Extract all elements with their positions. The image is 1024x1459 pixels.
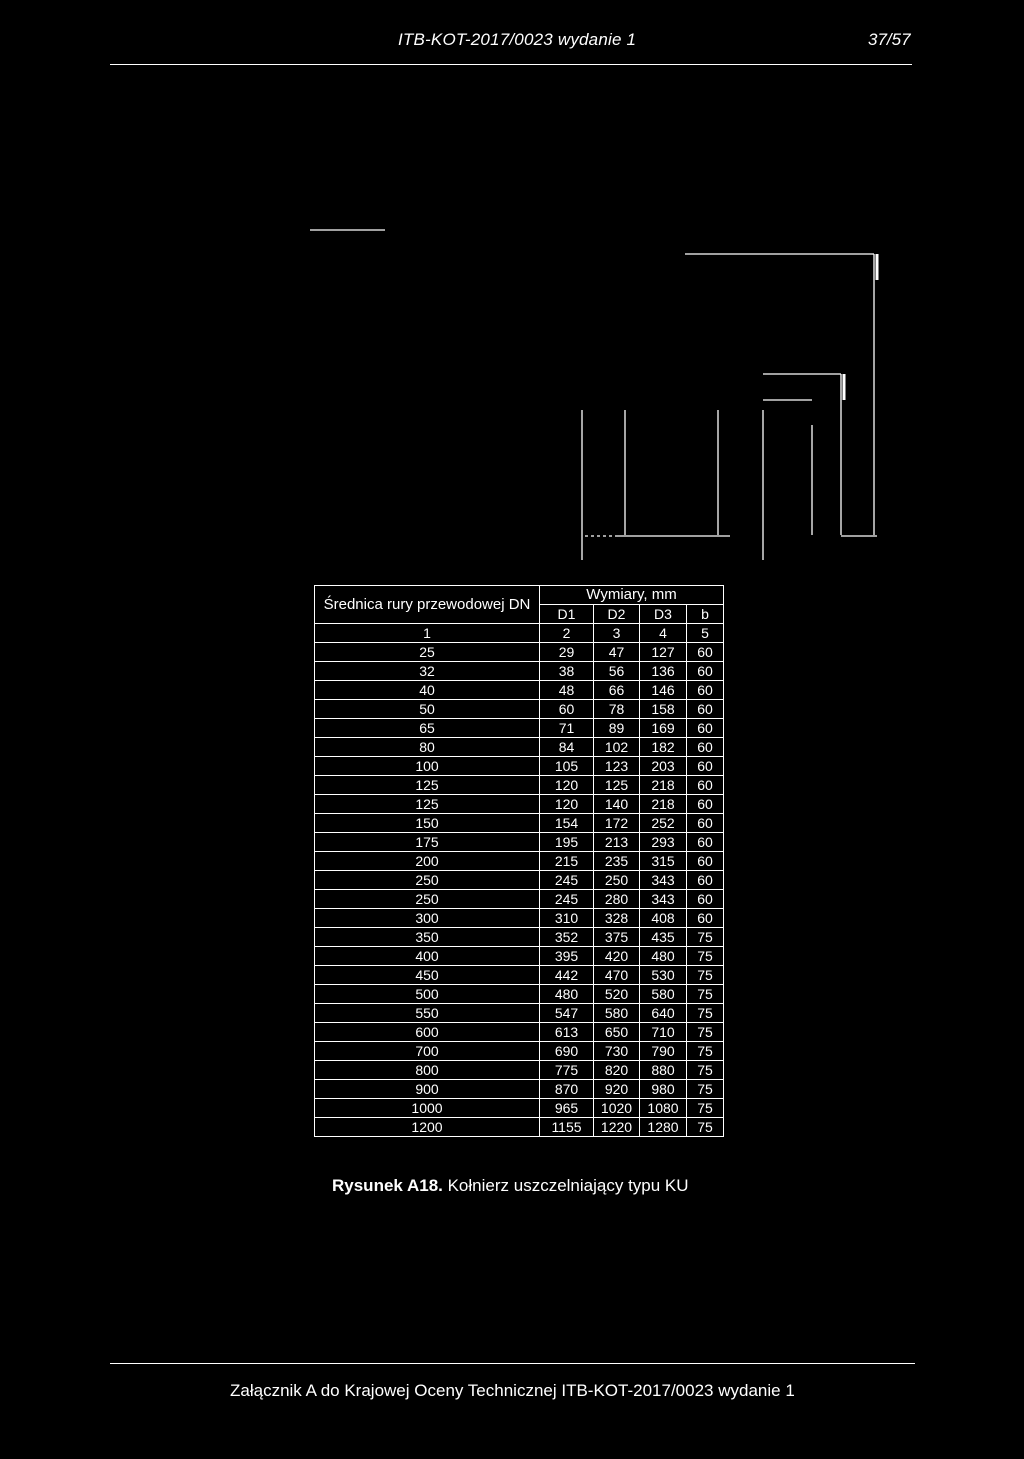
cell-d3: 203 — [640, 757, 687, 776]
table-row — [315, 852, 724, 871]
table-row — [315, 1080, 724, 1099]
cell-b: 60 — [687, 833, 724, 852]
table-row — [315, 966, 724, 985]
cell-dn: 800 — [315, 1061, 540, 1080]
cell-d3: 580 — [640, 985, 687, 1004]
cell-d1: 215 — [540, 852, 594, 871]
cell-b: 75 — [687, 947, 724, 966]
cell-dn: 700 — [315, 1042, 540, 1061]
cell-d3: 127 — [640, 643, 687, 662]
cell-d3: 530 — [640, 966, 687, 985]
table-row — [315, 871, 724, 890]
table-row — [315, 909, 724, 928]
cell-d1: 105 — [540, 757, 594, 776]
table-row — [315, 681, 724, 700]
cell-b: 5 — [687, 624, 724, 643]
cell-b: 60 — [687, 795, 724, 814]
cell-d2: 470 — [594, 966, 640, 985]
subheader-d2: D2 — [594, 605, 640, 624]
cell-dn: 200 — [315, 852, 540, 871]
cell-d3: 146 — [640, 681, 687, 700]
cell-dn: 50 — [315, 700, 540, 719]
table-row — [315, 1099, 724, 1118]
figure-caption — [332, 1176, 689, 1196]
cell-b: 75 — [687, 1004, 724, 1023]
table-row — [315, 985, 724, 1004]
table-row — [315, 719, 724, 738]
cell-d1: 195 — [540, 833, 594, 852]
cell-d3: 252 — [640, 814, 687, 833]
cell-d3: 1080 — [640, 1099, 687, 1118]
cell-dn: 125 — [315, 776, 540, 795]
cell-b: 60 — [687, 814, 724, 833]
cell-dn: 100 — [315, 757, 540, 776]
footer-text: Załącznik A do Krajowej Oceny Technicznej ITB-KOT-2017/0023 wydanie 1 — [230, 1381, 795, 1400]
cell-d2: 213 — [594, 833, 640, 852]
cell-d2: 580 — [594, 1004, 640, 1023]
table-row — [315, 1023, 724, 1042]
cell-d2: 235 — [594, 852, 640, 871]
table-row — [315, 1042, 724, 1061]
cell-d3: 182 — [640, 738, 687, 757]
table-row — [315, 662, 724, 681]
table-row — [315, 1118, 724, 1137]
cell-d1: 395 — [540, 947, 594, 966]
cell-d3: 880 — [640, 1061, 687, 1080]
cell-d1: 60 — [540, 700, 594, 719]
cell-d3: 218 — [640, 795, 687, 814]
cell-d1: 245 — [540, 890, 594, 909]
flange-drawing — [300, 210, 900, 580]
cell-dn: 300 — [315, 909, 540, 928]
subheader-d3: D3 — [640, 605, 687, 624]
cell-d2: 420 — [594, 947, 640, 966]
cell-b: 60 — [687, 681, 724, 700]
cell-b: 60 — [687, 719, 724, 738]
dimensions-table — [314, 585, 724, 1137]
cell-d3: 136 — [640, 662, 687, 681]
table-row — [315, 928, 724, 947]
cell-b: 60 — [687, 909, 724, 928]
table-row — [315, 738, 724, 757]
cell-d2: 56 — [594, 662, 640, 681]
cell-d3: 4 — [640, 624, 687, 643]
table-row — [315, 947, 724, 966]
cell-d3: 480 — [640, 947, 687, 966]
cell-d3: 169 — [640, 719, 687, 738]
cell-dn: 250 — [315, 890, 540, 909]
subheader-d1: D1 — [540, 605, 594, 624]
cell-d2: 125 — [594, 776, 640, 795]
cell-d1: 690 — [540, 1042, 594, 1061]
cell-d1: 775 — [540, 1061, 594, 1080]
cell-d1: 352 — [540, 928, 594, 947]
cell-d2: 66 — [594, 681, 640, 700]
cell-b: 75 — [687, 928, 724, 947]
table-row — [315, 814, 724, 833]
table-row — [315, 776, 724, 795]
header-rule — [110, 64, 912, 65]
cell-dn: 125 — [315, 795, 540, 814]
cell-b: 60 — [687, 643, 724, 662]
cell-dn: 175 — [315, 833, 540, 852]
cell-d1: 870 — [540, 1080, 594, 1099]
cell-d2: 650 — [594, 1023, 640, 1042]
cell-dn: 400 — [315, 947, 540, 966]
cell-d1: 29 — [540, 643, 594, 662]
cell-b: 75 — [687, 1099, 724, 1118]
cell-d2: 328 — [594, 909, 640, 928]
cell-dn: 32 — [315, 662, 540, 681]
cell-dn: 250 — [315, 871, 540, 890]
cell-d1: 38 — [540, 662, 594, 681]
table-row — [315, 1004, 724, 1023]
cell-dn: 450 — [315, 966, 540, 985]
cell-b: 75 — [687, 1042, 724, 1061]
cell-d1: 613 — [540, 1023, 594, 1042]
cell-dn: 1200 — [315, 1118, 540, 1137]
cell-dn: 550 — [315, 1004, 540, 1023]
cell-d1: 480 — [540, 985, 594, 1004]
cell-d2: 730 — [594, 1042, 640, 1061]
cell-d1: 442 — [540, 966, 594, 985]
cell-b: 75 — [687, 966, 724, 985]
cell-d2: 172 — [594, 814, 640, 833]
cell-d3: 710 — [640, 1023, 687, 1042]
cell-d2: 520 — [594, 985, 640, 1004]
cell-dn: 80 — [315, 738, 540, 757]
cell-dn: 900 — [315, 1080, 540, 1099]
cell-dn: 40 — [315, 681, 540, 700]
cell-d2: 140 — [594, 795, 640, 814]
table-row — [315, 795, 724, 814]
cell-d3: 408 — [640, 909, 687, 928]
cell-b: 60 — [687, 890, 724, 909]
cell-dn: 600 — [315, 1023, 540, 1042]
cell-d3: 158 — [640, 700, 687, 719]
cell-d3: 790 — [640, 1042, 687, 1061]
cell-d1: 48 — [540, 681, 594, 700]
cell-d2: 280 — [594, 890, 640, 909]
cell-b: 75 — [687, 985, 724, 1004]
cell-b: 75 — [687, 1023, 724, 1042]
cell-d3: 343 — [640, 890, 687, 909]
cell-d1: 547 — [540, 1004, 594, 1023]
cell-d3: 640 — [640, 1004, 687, 1023]
cell-d3: 1280 — [640, 1118, 687, 1137]
cell-d2: 3 — [594, 624, 640, 643]
cell-d2: 47 — [594, 643, 640, 662]
cell-d1: 120 — [540, 795, 594, 814]
cell-b: 75 — [687, 1061, 724, 1080]
cell-d3: 218 — [640, 776, 687, 795]
cell-d2: 89 — [594, 719, 640, 738]
table-row — [315, 643, 724, 662]
cell-d2: 78 — [594, 700, 640, 719]
caption-text: Kołnierz uszczelniający typu KU — [442, 1176, 689, 1195]
table-row — [315, 757, 724, 776]
cell-b: 60 — [687, 700, 724, 719]
table-row — [315, 700, 724, 719]
cell-b: 75 — [687, 1118, 724, 1137]
cell-dn: 350 — [315, 928, 540, 947]
cell-dn: 150 — [315, 814, 540, 833]
cell-b: 60 — [687, 871, 724, 890]
cell-d1: 2 — [540, 624, 594, 643]
subheader-b: b — [687, 605, 724, 624]
cell-b: 60 — [687, 776, 724, 795]
cell-b: 75 — [687, 1080, 724, 1099]
cell-d3: 343 — [640, 871, 687, 890]
cell-dn: 65 — [315, 719, 540, 738]
cell-d1: 154 — [540, 814, 594, 833]
cell-b: 60 — [687, 662, 724, 681]
cell-b: 60 — [687, 738, 724, 757]
page-number: 37/57 — [868, 30, 911, 49]
dimensions-group-header: Wymiary, mm — [540, 586, 724, 605]
cell-d1: 310 — [540, 909, 594, 928]
cell-d3: 435 — [640, 928, 687, 947]
cell-d2: 920 — [594, 1080, 640, 1099]
header-title: ITB-KOT-2017/0023 wydanie 1 — [398, 30, 637, 49]
table-row — [315, 890, 724, 909]
cell-d3: 980 — [640, 1080, 687, 1099]
cell-d2: 102 — [594, 738, 640, 757]
cell-d2: 375 — [594, 928, 640, 947]
cell-d1: 965 — [540, 1099, 594, 1118]
cell-d1: 84 — [540, 738, 594, 757]
table-row — [315, 624, 724, 643]
cell-b: 60 — [687, 757, 724, 776]
caption-label: Rysunek A18. — [332, 1176, 443, 1195]
cell-d3: 293 — [640, 833, 687, 852]
cell-d2: 123 — [594, 757, 640, 776]
cell-d1: 245 — [540, 871, 594, 890]
table-row — [315, 833, 724, 852]
cell-d3: 315 — [640, 852, 687, 871]
cell-d2: 1220 — [594, 1118, 640, 1137]
cell-dn: 1000 — [315, 1099, 540, 1118]
dn-column-header: Średnica rury przewodowej DN — [315, 586, 540, 624]
cell-b: 60 — [687, 852, 724, 871]
cell-d2: 1020 — [594, 1099, 640, 1118]
cell-d1: 71 — [540, 719, 594, 738]
cell-dn: 1 — [315, 624, 540, 643]
cell-d1: 1155 — [540, 1118, 594, 1137]
cell-dn: 25 — [315, 643, 540, 662]
cell-d2: 820 — [594, 1061, 640, 1080]
cell-dn: 500 — [315, 985, 540, 1004]
footer-rule — [110, 1363, 915, 1364]
cell-d1: 120 — [540, 776, 594, 795]
table-row — [315, 1061, 724, 1080]
cell-d2: 250 — [594, 871, 640, 890]
